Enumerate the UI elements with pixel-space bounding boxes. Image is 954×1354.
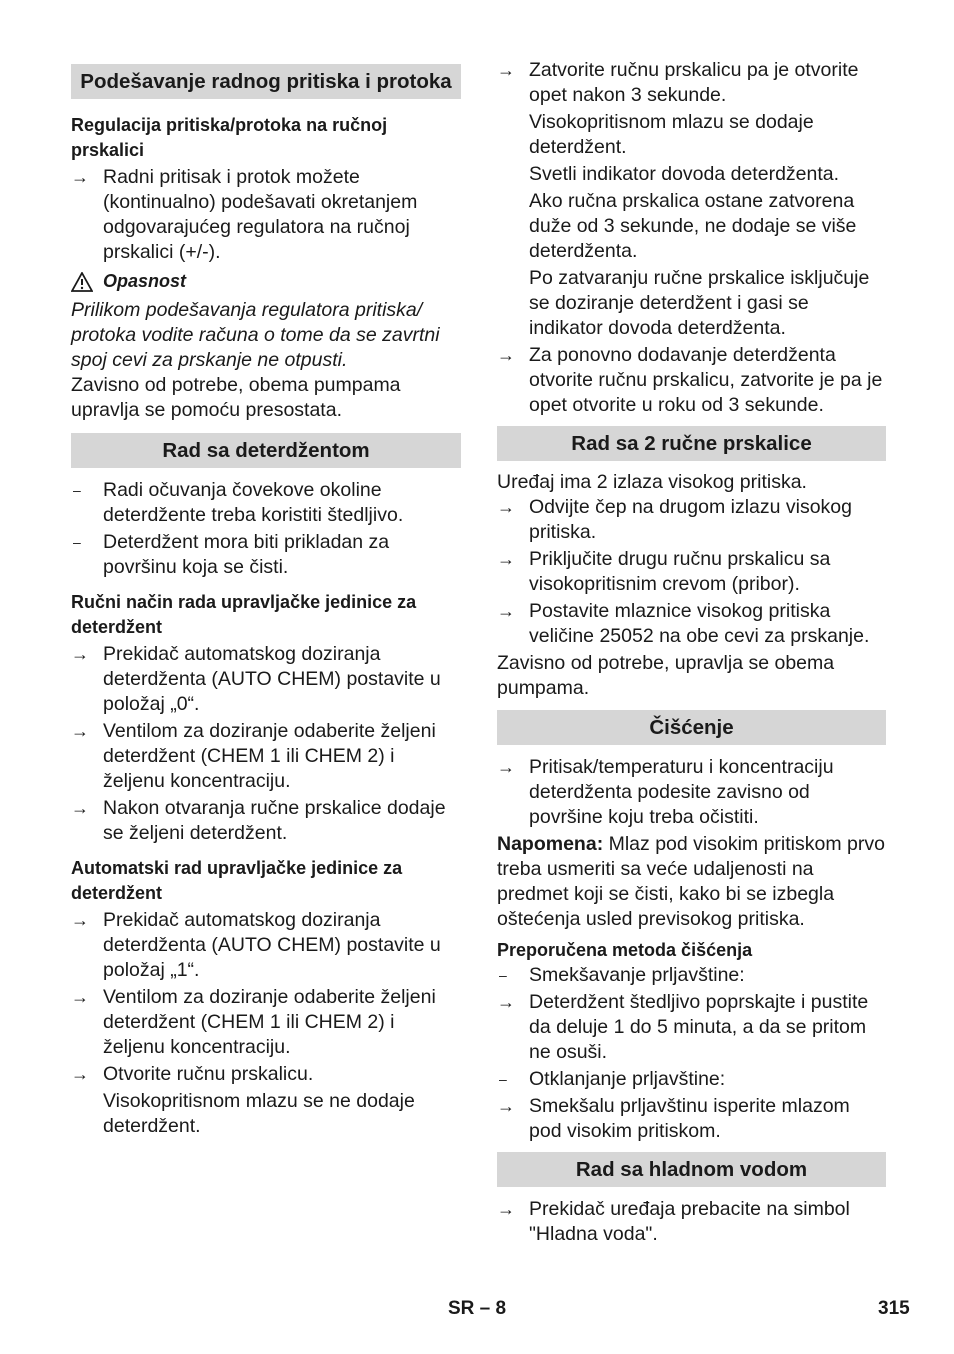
instruction-item bbox=[71, 165, 461, 265]
dash-icon: – bbox=[73, 534, 81, 550]
note-label: Napomena: bbox=[497, 833, 604, 855]
instruction-item bbox=[497, 495, 886, 545]
warning-label bbox=[71, 269, 461, 294]
warning-triangle-icon bbox=[71, 272, 93, 292]
dash-item bbox=[71, 478, 461, 528]
instruction-text: Prekidač automatskog doziranja deterdženta (AUTO CHEM) postavite u položaj „0“. bbox=[103, 643, 441, 715]
instruction-text: Priključite drugu ručnu prskalicu sa visokopritisnim crevom (pribor). bbox=[529, 548, 831, 595]
instruction-item bbox=[497, 990, 886, 1065]
paragraph: Zavisno od potrebe, obema pumpama upravlja se pomoću presostata. bbox=[71, 374, 401, 421]
dash-item bbox=[497, 1067, 886, 1092]
instruction-item bbox=[71, 985, 461, 1060]
footer-section-label: SR – 8 bbox=[448, 1298, 507, 1319]
dash-text: Deterdžent mora biti prikladan za površinu koja se čisti. bbox=[103, 531, 390, 578]
arrow-icon: → bbox=[497, 497, 515, 517]
instruction-item bbox=[71, 796, 461, 846]
instruction-text: Prekidač automatskog doziranja deterdženta (AUTO CHEM) postavite u položaj „1“. bbox=[103, 909, 441, 981]
subheading-manual-mode: Ručni način rada upravljačke jedinice za deterdžent bbox=[71, 592, 417, 637]
arrow-icon: → bbox=[497, 549, 515, 569]
arrow-icon: → bbox=[71, 167, 89, 187]
result-text: Visokopritisnom mlazu se ne dodaje deterdžent. bbox=[103, 1090, 415, 1137]
dash-icon: – bbox=[499, 967, 507, 983]
instruction-item bbox=[71, 908, 461, 983]
instruction-text: Ventilom za doziranje odaberite željeni deterdžent (CHEM 1 ili CHEM 2) i željenu koncentraciju. bbox=[103, 720, 436, 792]
instruction-text: Prekidač uređaja prebacite na simbol "Hladna voda". bbox=[529, 1198, 850, 1245]
section-heading-detergent: Rad sa deterdžentom bbox=[71, 433, 461, 468]
dash-text: Radi očuvanja čovekove okoline deterdžente treba koristiti štedljivo. bbox=[103, 479, 404, 526]
section-heading-cleaning: Čišćenje bbox=[497, 710, 886, 745]
warning-title: Opasnost bbox=[103, 271, 187, 291]
instruction-text: Odvijte čep na drugom izlazu visokog pritiska. bbox=[529, 496, 852, 543]
dash-icon: – bbox=[73, 482, 81, 498]
subheading-regulation: Regulacija pritiska/protoka na ručnoj prskalici bbox=[71, 115, 388, 160]
subheading-recommended-method: Preporučena metoda čišćenja bbox=[497, 940, 753, 960]
warning-text: Prilikom podešavanja regulatora pritiska/ protoka vodite računa o tome da se zavrtni spoj cevi za prskanje ne otpusti. bbox=[71, 299, 440, 371]
instruction-item bbox=[71, 719, 461, 794]
dash-text: Smekšavanje prljavštine: bbox=[529, 964, 745, 986]
instruction-text: Zatvorite ručnu prskalicu pa je otvorite opet nakon 3 sekunde. bbox=[529, 59, 859, 106]
section-heading-pressure: Podešavanje radnog pritiska i protoka bbox=[71, 64, 461, 99]
arrow-icon: → bbox=[71, 721, 89, 741]
arrow-icon: → bbox=[71, 644, 89, 664]
section-heading-two-guns: Rad sa 2 ručne prskalice bbox=[497, 426, 886, 461]
note-paragraph bbox=[497, 832, 886, 932]
arrow-icon: → bbox=[497, 1199, 515, 1219]
instruction-item bbox=[71, 1062, 461, 1087]
result-text: Visokopritisnom mlazu se dodaje deterdžent. bbox=[529, 111, 814, 158]
subheading-automatic-mode: Automatski rad upravljačke jedinice za deterdžent bbox=[71, 858, 403, 903]
instruction-text: Pritisak/temperaturu i koncentraciju deterdženta podesite zavisno od površine koju treba očistiti. bbox=[529, 756, 834, 828]
instruction-item bbox=[497, 547, 886, 597]
instruction-item bbox=[497, 755, 886, 830]
instruction-text: Ventilom za doziranje odaberite željeni deterdžent (CHEM 1 ili CHEM 2) i željenu koncentraciju. bbox=[103, 986, 436, 1058]
instruction-text: Postavite mlaznice visokog pritiska veličine 25052 na obe cevi za prskanje. bbox=[529, 600, 870, 647]
instruction-item bbox=[497, 58, 886, 108]
note-text: Mlaz pod visokim pritiskom prvo treba usmeriti sa veće udaljenosti na predmet koji se čisti, kako bi se izbegla oštećenja usled previsokog pritiska. bbox=[497, 833, 885, 930]
arrow-icon: → bbox=[71, 910, 89, 930]
instruction-text: Deterdžent štedljivo poprskajte i pustite da deluje 1 do 5 minuta, a da se pritom ne osuši. bbox=[529, 991, 869, 1063]
result-text: Svetli indikator dovoda deterdženta. bbox=[529, 163, 840, 185]
dash-item bbox=[497, 963, 886, 988]
paragraph: Zavisno od potrebe, upravlja se obema pumpama. bbox=[497, 652, 835, 699]
left-column bbox=[71, 58, 461, 1139]
result-text: Po zatvaranju ručne prskalice isključuje se doziranje deterdžent i gasi se indikator dovoda deterdženta. bbox=[529, 267, 870, 339]
arrow-icon: → bbox=[497, 992, 515, 1012]
right-column bbox=[497, 58, 886, 1247]
arrow-icon: → bbox=[497, 345, 515, 365]
instruction-item bbox=[497, 343, 886, 418]
dash-text: Otklanjanje prljavštine: bbox=[529, 1068, 726, 1090]
page-number: 315 bbox=[878, 1298, 910, 1319]
arrow-icon: → bbox=[71, 1064, 89, 1084]
arrow-icon: → bbox=[71, 798, 89, 818]
instruction-item bbox=[497, 1094, 886, 1144]
dash-icon: – bbox=[499, 1071, 507, 1087]
arrow-icon: → bbox=[497, 60, 515, 80]
dash-item bbox=[71, 530, 461, 580]
instruction-text: Za ponovno dodavanje deterdženta otvorite ručnu prskalicu, zatvorite je pa je opet otvorite u roku od 3 sekunde. bbox=[529, 344, 883, 416]
arrow-icon: → bbox=[71, 987, 89, 1007]
instruction-text: Nakon otvaranja ručne prskalice dodaje se željeni deterdžent. bbox=[103, 797, 446, 844]
arrow-icon: → bbox=[497, 601, 515, 621]
instruction-text: Radni pritisak i protok možete (kontinualno) podešavati okretanjem odgovarajućeg regulatora na ručnoj prskalici (+/-). bbox=[103, 166, 418, 263]
instruction-item bbox=[497, 1197, 886, 1247]
arrow-icon: → bbox=[497, 1096, 515, 1116]
arrow-icon: → bbox=[497, 757, 515, 777]
instruction-item bbox=[71, 642, 461, 717]
instruction-item bbox=[497, 599, 886, 649]
paragraph: Uređaj ima 2 izlaza visokog pritiska. bbox=[497, 471, 807, 493]
instruction-text: Otvorite ručnu prskalicu. bbox=[103, 1063, 314, 1085]
result-text: Ako ručna prskalica ostane zatvorena duže od 3 sekunde, ne dodaje se više deterdženta. bbox=[529, 190, 857, 262]
instruction-text: Smekšalu prljavštinu isperite mlazom pod visokim pritiskom. bbox=[529, 1095, 850, 1142]
section-heading-cold-water: Rad sa hladnom vodom bbox=[497, 1152, 886, 1187]
